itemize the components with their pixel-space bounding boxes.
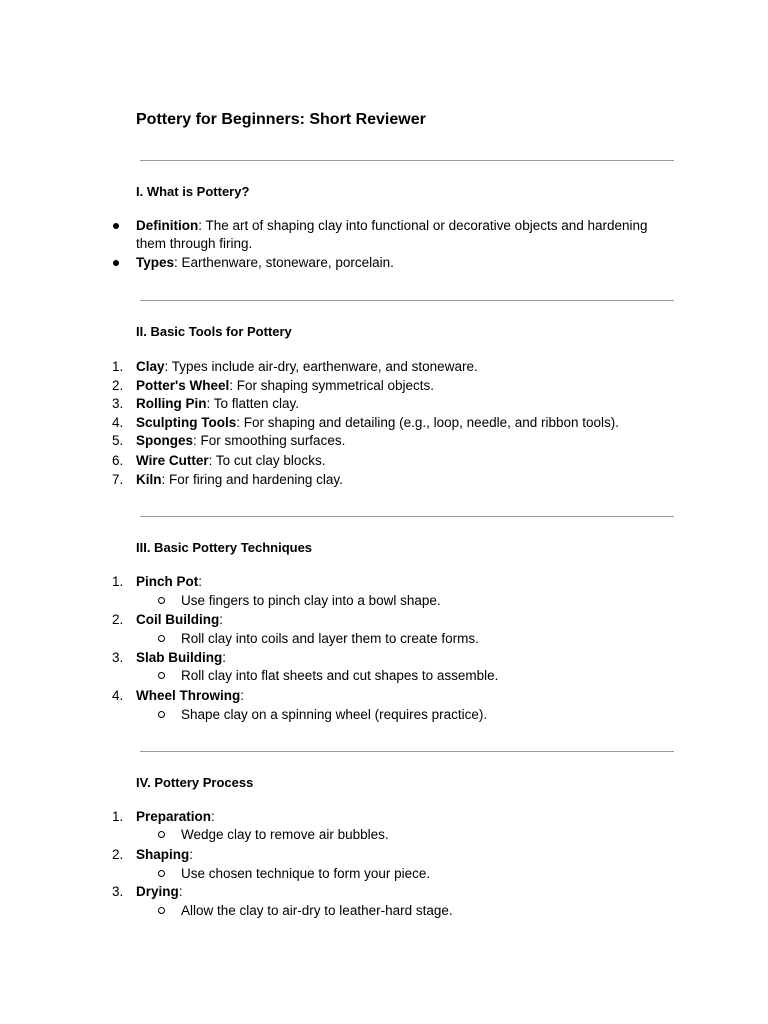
hollow-bullet-icon — [158, 831, 165, 838]
list-number: 4. — [112, 688, 124, 703]
term-label: Slab Building — [136, 650, 223, 665]
list-number: 1. — [112, 359, 124, 374]
list-item-sponges — [136, 432, 345, 449]
section-heading-basic-tools: II. Basic Tools for Pottery — [136, 324, 292, 339]
term-description: : For firing and hardening clay. — [161, 472, 343, 487]
term-label: Clay — [136, 359, 165, 374]
term-description: : For shaping symmetrical objects. — [229, 378, 435, 393]
term-label: Pinch Pot — [136, 574, 199, 589]
term-description: : To flatten clay. — [206, 396, 300, 411]
hollow-bullet-icon — [158, 907, 165, 914]
hollow-bullet-icon — [158, 597, 165, 604]
term-punctuation: : — [240, 688, 245, 703]
term-description: : Earthenware, stoneware, porcelain. — [174, 255, 394, 270]
hollow-bullet-icon — [158, 672, 165, 679]
term-description: : For shaping and detailing (e.g., loop, needle, and ribbon tools). — [236, 415, 620, 430]
term-description: : The art of shaping clay into functional or decorative objects and hardening — [198, 218, 648, 233]
horizontal-rule — [140, 516, 674, 517]
list-number: 4. — [112, 415, 124, 430]
bullet-icon — [113, 223, 119, 229]
sub-item-slab-building: Roll clay into flat sheets and cut shapes to assemble. — [181, 668, 499, 683]
horizontal-rule — [140, 160, 674, 161]
list-item-slab-building — [136, 649, 226, 666]
list-number: 3. — [112, 650, 124, 665]
bullet-icon — [113, 260, 119, 266]
term-label: Drying — [136, 884, 179, 899]
list-number: 1. — [112, 574, 124, 589]
list-number: 3. — [112, 884, 124, 899]
list-item-sculpting-tools — [136, 414, 619, 431]
list-number: 5. — [112, 433, 124, 448]
hollow-bullet-icon — [158, 870, 165, 877]
term-label: Coil Building — [136, 612, 220, 627]
term-description: : Types include air-dry, earthenware, and stoneware. — [164, 359, 478, 374]
hollow-bullet-icon — [158, 711, 165, 718]
list-number: 1. — [112, 809, 124, 824]
section-heading-basic-techniques: III. Basic Pottery Techniques — [136, 540, 313, 555]
horizontal-rule — [140, 300, 674, 301]
term-label: Wheel Throwing — [136, 688, 241, 703]
list-item-drying — [136, 883, 183, 900]
sub-item-pinch-pot: Use fingers to pinch clay into a bowl shape. — [181, 593, 441, 608]
list-item-definition — [136, 217, 648, 234]
sub-item-coil-building: Roll clay into coils and layer them to create forms. — [181, 631, 479, 646]
sub-item-wheel-throwing: Shape clay on a spinning wheel (requires practice). — [181, 707, 488, 722]
list-item-clay — [136, 358, 478, 375]
sub-item-drying: Allow the clay to air-dry to leather-hard stage. — [181, 903, 453, 918]
sub-item-shaping: Use chosen technique to form your piece. — [181, 866, 431, 881]
list-number: 2. — [112, 378, 124, 393]
term-punctuation: : — [178, 884, 183, 899]
term-punctuation: : — [211, 809, 215, 824]
term-label: Types — [136, 255, 175, 270]
term-label: Rolling Pin — [136, 396, 207, 411]
list-number: 3. — [112, 396, 124, 411]
list-item-rolling-pin — [136, 395, 299, 412]
term-punctuation: : — [222, 650, 227, 665]
list-item-types — [136, 254, 394, 271]
list-number: 2. — [112, 612, 124, 627]
list-item-preparation — [136, 808, 215, 825]
term-punctuation: : — [189, 847, 194, 862]
term-punctuation: : — [219, 612, 224, 627]
list-item-wheel-throwing — [136, 687, 244, 704]
section-heading-what-is-pottery: I. What is Pottery? — [136, 184, 250, 199]
list-item-coil-building — [136, 611, 223, 628]
list-number: 6. — [112, 453, 124, 468]
list-item-shaping — [136, 846, 193, 863]
term-description: : For smoothing surfaces. — [193, 433, 346, 448]
hollow-bullet-icon — [158, 635, 165, 642]
section-heading-pottery-process: IV. Pottery Process — [136, 775, 254, 790]
term-description: : To cut clay blocks. — [208, 453, 326, 468]
list-number: 7. — [112, 472, 124, 487]
list-number: 2. — [112, 847, 124, 862]
list-item-definition-continued: them through firing. — [136, 236, 253, 251]
list-item-pinch-pot — [136, 573, 202, 590]
term-label: Definition — [136, 218, 199, 233]
term-punctuation: : — [198, 574, 203, 589]
sub-item-preparation: Wedge clay to remove air bubbles. — [181, 827, 389, 842]
term-label: Shaping — [136, 847, 190, 862]
list-item-wire-cutter — [136, 452, 325, 469]
document-title: Pottery for Beginners: Short Reviewer — [136, 111, 426, 128]
term-label: Sculpting Tools — [136, 415, 237, 430]
term-label: Sponges — [136, 433, 194, 448]
term-label: Kiln — [136, 472, 162, 487]
term-label: Potter's Wheel — [136, 378, 230, 393]
list-item-potters-wheel — [136, 377, 434, 394]
term-label: Preparation — [136, 809, 212, 824]
horizontal-rule — [140, 751, 674, 752]
list-item-kiln — [136, 471, 343, 488]
term-label: Wire Cutter — [136, 453, 209, 468]
